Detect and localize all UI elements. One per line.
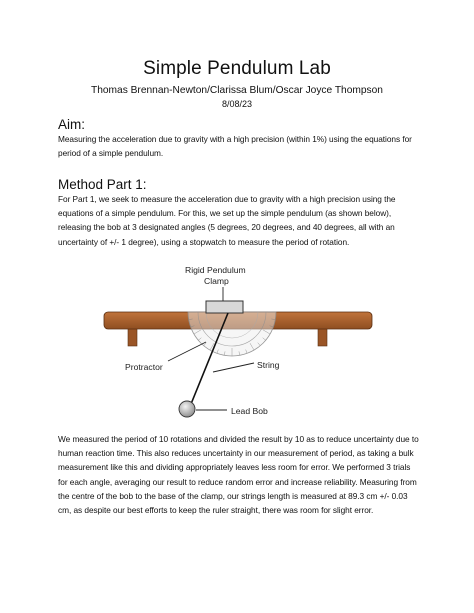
pendulum-clamp: [206, 301, 243, 313]
table-leg-right: [318, 328, 327, 346]
method-part1-paragraph-2: We measured the period of 10 rotations and divided the result by 10 as to reduce uncertainty due to human reaction time. This also reduces uncertainty in our measurement of period, as taking a bulk measurement like this and dividing appropriately leaves less room for error. We performed 3 trials for each angle, averaging our result to reduce random error and increase reliability. Measuring from the centre of the bob to the base of the clamp, our strings length is measured at 89.3 cm +/- 0.03 cm, as despite our best efforts to keep the ruler straight, there was room for slight error.: [58, 434, 419, 516]
protractor-label: Protractor: [125, 362, 163, 372]
date-line: 8/08/23: [221, 99, 253, 109]
table-leg-left: [128, 328, 137, 346]
clamp-label: Rigid Pendulum: [185, 265, 246, 275]
string-label: String: [257, 360, 280, 370]
authors-line: Thomas Brennan-Newton/Clarissa Blum/Oscar Joyce Thompson: [91, 85, 383, 96]
page-title: Simple Pendulum Lab: [143, 58, 331, 79]
bob-label: Lead Bob: [231, 406, 268, 416]
protractor-leader-line: [168, 342, 206, 361]
method-part1-heading: Method Part 1:: [58, 177, 147, 192]
clamp-label-line-2: Clamp: [204, 276, 229, 286]
aim-heading: Aim:: [58, 117, 85, 132]
aim-text: Measuring the acceleration due to gravity with a high precision (within 1%) using the equations for period of a simple pendulum.: [58, 134, 412, 159]
string-leader-line: [213, 363, 254, 372]
lead-bob: [179, 401, 195, 417]
protractor: [188, 312, 276, 356]
method-part1-paragraph-1: For Part 1, we seek to measure the acceleration due to gravity with a high precision using the equations of a simple pendulum. For this, we set up the simple pendulum (as shown below), releasing the bob at 3 designated angles (5 degrees, 20 degrees, and 40 degrees, all with an uncertainty of +/- 1 degree), using a stopwatch to measure the period of rotation.: [58, 194, 396, 247]
